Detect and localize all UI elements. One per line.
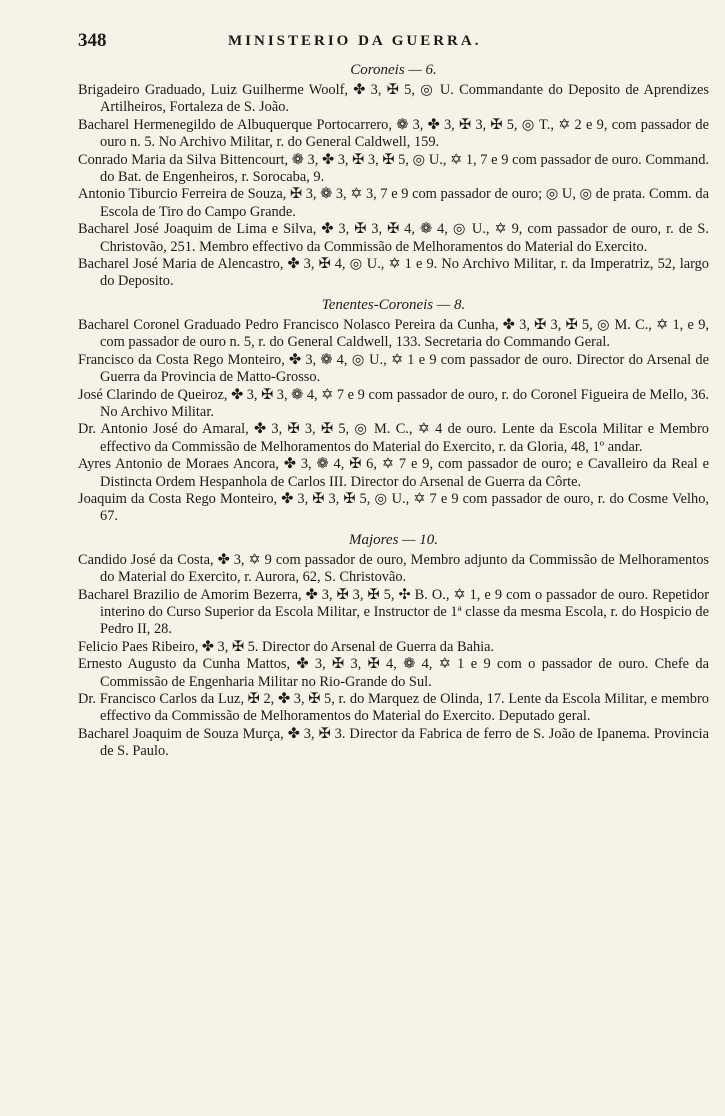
- page-number: 348: [78, 30, 107, 51]
- entry: Bacharel José Maria de Alencastro, ✤ 3, ✠ 4, ◎ U., ✡ 1 e 9. No Archivo Militar, r. da Imperatriz, 52, largo do Deposito.: [78, 256, 709, 290]
- running-title: MINISTERIO DA GUERRA.: [228, 33, 482, 49]
- entry: Bacharel José Joaquim de Lima e Silva, ✤ 3, ✠ 3, ✠ 4, ❁ 4, ◎ U., ✡ 9, com passador de ouro, r. de S. Christovão, 251. Membro effectivo da Commissão de Melhoramentos do Material do Exercito.: [78, 221, 709, 255]
- entry: Dr. Francisco Carlos da Luz, ✠ 2, ✤ 3, ✠ 5, r. do Marquez de Olinda, 17. Lente da Escola Militar, e membro effectivo da Commissão de Melhoramentos do Material do Exercito. Deputado geral.: [78, 691, 709, 725]
- entry: Felicio Paes Ribeiro, ✤ 3, ✠ 5. Director do Arsenal de Guerra da Bahia.: [78, 638, 495, 655]
- entry: Candido José da Costa, ✤ 3, ✡ 9 com passador de ouro, Membro adjunto da Commissão de Melhoramentos do Material do Exercito, r. Aurora, 62, S. Christovão.: [78, 551, 709, 586]
- entry: Bacharel Coronel Graduado Pedro Francisco Nolasco Pereira da Cunha, ✤ 3, ✠ 3, ✠ 5, ◎ M. C., ✡ 1, e 9, com passador de ouro n. 5, r. do General Caldwell, 133. Secretaria do Commando Geral.: [78, 316, 709, 351]
- entry: Bacharel Joaquim de Souza Murça, ✤ 3, ✠ 3. Director da Fabrica de ferro de S. João de Ipanema. Provincia de S. Paulo.: [78, 725, 709, 760]
- section-title-tenentes-coroneis: Tenentes-Coroneis — 8.: [321, 296, 466, 313]
- section-title-majores: Majores — 10.: [348, 531, 439, 548]
- page-header: [78, 30, 709, 56]
- entry: Ernesto Augusto da Cunha Mattos, ✤ 3, ✠ 3, ✠ 4, ❁ 4, ✡ 1 e 9 com o passador de ouro. Chefe da Commissão de Engenharia Militar no Rio-Grande do Sul.: [78, 656, 709, 690]
- entry: Francisco da Costa Rego Monteiro, ✤ 3, ❁ 4, ◎ U., ✡ 1 e 9 com passador de ouro. Director do Arsenal de Guerra da Provincia de Matto-Grosso.: [78, 351, 709, 386]
- entry: Joaquim da Costa Rego Monteiro, ✤ 3, ✠ 3, ✠ 5, ◎ U., ✡ 7 e 9 com passador de ouro, r. do Cosme Velho, 67.: [78, 490, 709, 525]
- entry: Bacharel Brazilio de Amorim Bezerra, ✤ 3, ✠ 3, ✠ 5, ✣ B. O., ✡ 1, e 9 com o passador de ouro. Repetidor interino do Curso Superior da Escola Militar, e Instructor de 1ª classe da mesma Escola, r. do Hospicio de Pedro II, 28.: [78, 586, 709, 638]
- entry: Antonio Tiburcio Ferreira de Souza, ✠ 3, ❁ 3, ✡ 3, 7 e 9 com passador de ouro; ◎ U, ◎ de prata. Comm. da Escola de Tiro do Campo Grande.: [78, 186, 709, 220]
- entry: Brigadeiro Graduado, Luiz Guilherme Woolf, ✤ 3, ✠ 5, ◎ U. Commandante do Deposito de Aprendizes Artilheiros, Fortaleza de S. João.: [78, 82, 709, 116]
- entry: Dr. Antonio José do Amaral, ✤ 3, ✠ 3, ✠ 5, ◎ M. C., ✡ 4 de ouro. Lente da Escola Militar e Membro effectivo da Commissão de Melhoramentos do Material do Exercito, r. da Gloria, 48, 1º andar.: [78, 421, 709, 455]
- entry: Conrado Maria da Silva Bittencourt, ❁ 3, ✤ 3, ✠ 3, ✠ 5, ◎ U., ✡ 1, 7 e 9 com passador de ouro. Command. do Bat. de Engenheiros, r. Sorocaba, 9.: [78, 151, 709, 186]
- entry: Bacharel Hermenegildo de Albuquerque Portocarrero, ❁ 3, ✤ 3, ✠ 3, ✠ 5, ◎ T., ✡ 2 e 9, com passador de ouro n. 5. No Archivo Militar, r. do General Caldwell, 159.: [78, 116, 709, 151]
- section-title-coroneis: Coroneis — 6.: [350, 62, 437, 78]
- entry: José Clarindo de Queiroz, ✤ 3, ✠ 3, ❁ 4, ✡ 7 e 9 com passador de ouro, r. do Coronel Figueira de Mello, 36. No Archivo Militar.: [78, 386, 709, 420]
- entry: Ayres Antonio de Moraes Ancora, ✤ 3, ❁ 4, ✠ 6, ✡ 7 e 9, com passador de ouro; e Cavalleiro da Real e Distincta Ordem Hespanhola de Carlos III. Director do Arsenal de Guerra da Côrte.: [78, 456, 709, 490]
